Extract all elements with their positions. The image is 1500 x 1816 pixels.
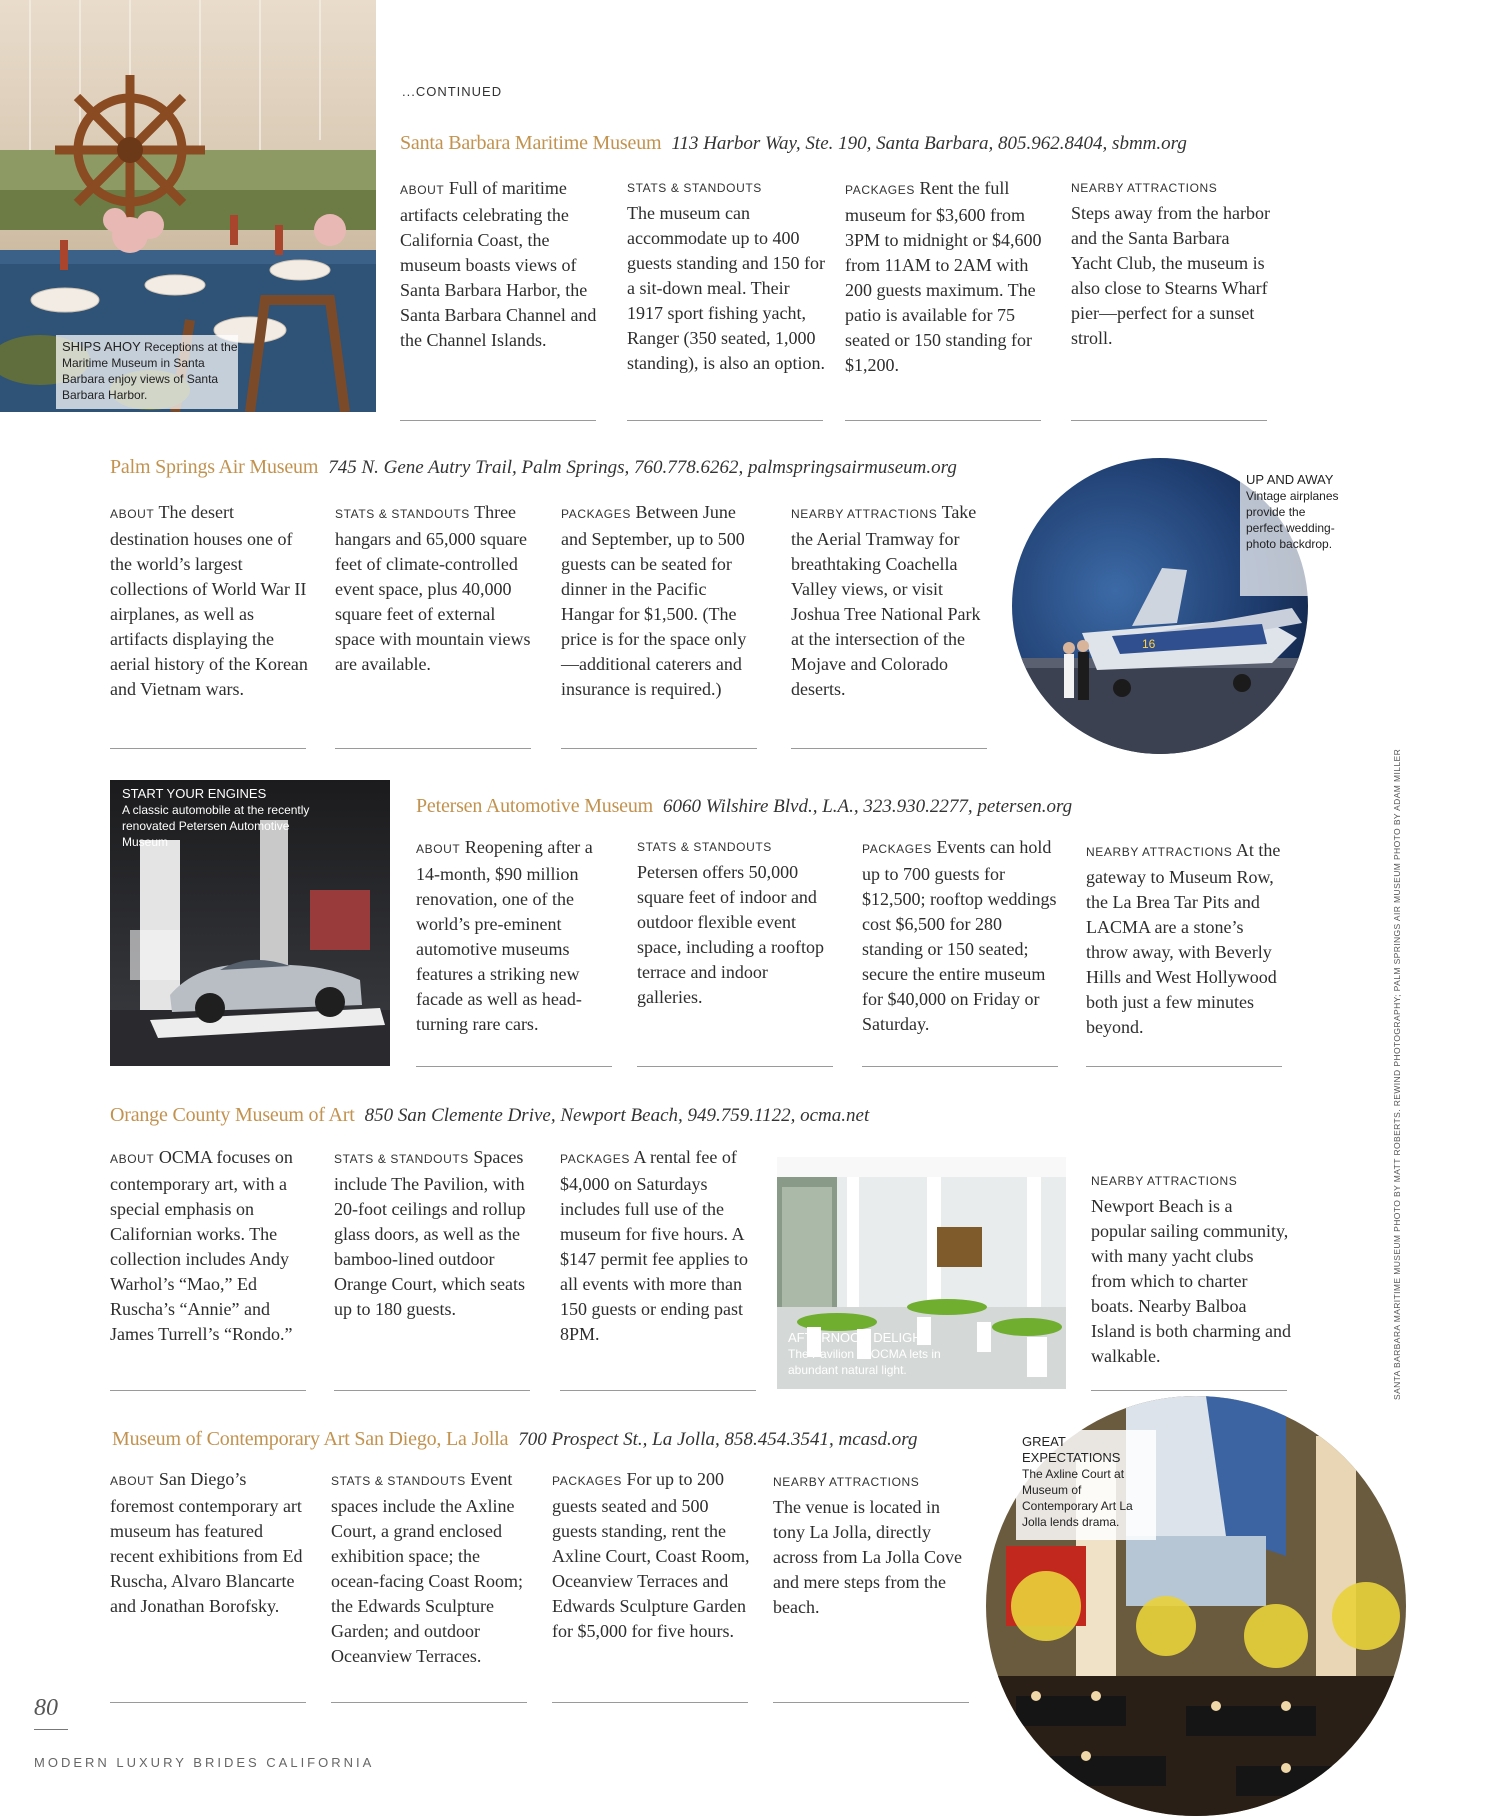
divider bbox=[552, 1702, 748, 1703]
about-label: ABOUT bbox=[400, 183, 445, 197]
museum-name: Santa Barbara Maritime Museum bbox=[400, 132, 662, 154]
nearby-column bbox=[1086, 838, 1286, 1040]
packages-column bbox=[552, 1467, 752, 1644]
about-column bbox=[400, 176, 600, 353]
museum-heading bbox=[110, 1104, 869, 1127]
packages-label: PACKAGES bbox=[862, 842, 932, 856]
caption-title: SHIPS AHOY bbox=[62, 339, 141, 354]
packages-text: Events can hold up to 700 guests for $12,500; rooftop weddings cost $6,500 for 280 standing or 150 seated; secure the entire museum for $40,000 on Friday or Saturday. bbox=[862, 837, 1057, 1034]
packages-column bbox=[560, 1145, 760, 1347]
stats-label: STATS & STANDOUTS bbox=[331, 1474, 466, 1488]
divider bbox=[110, 1702, 306, 1703]
about-text: The desert destination houses one of the world’s largest collections of World War II airplanes, as well as artifacts displaying the aerial history of the Korean and Vietnam wars. bbox=[110, 502, 308, 699]
museum-heading bbox=[112, 1428, 917, 1451]
divider bbox=[561, 748, 757, 749]
about-text: San Diego’s foremost contemporary art museum has featured recent exhibitions from Ed Ruscha, Alvaro Blancarte and Jonathan Borofsky. bbox=[110, 1469, 303, 1616]
about-text: Full of maritime artifacts celebrating the California Coast, the museum boasts views of Santa Barbara Harbor, the Santa Barbara Channel and the Channel Islands. bbox=[400, 178, 597, 350]
about-column bbox=[416, 835, 616, 1037]
caption-text: A classic automobile at the recently renovated Petersen Automotive Museum bbox=[122, 803, 310, 849]
museum-address: 700 Prospect St., La Jolla, 858.454.3541, mcasd.org bbox=[518, 1429, 918, 1450]
stats-column bbox=[637, 835, 837, 1010]
packages-label: PACKAGES bbox=[561, 507, 631, 521]
divider bbox=[791, 748, 987, 749]
museum-name: Museum of Contemporary Art San Diego, La Jolla bbox=[112, 1428, 509, 1450]
museum-name: Petersen Automotive Museum bbox=[416, 795, 653, 817]
museum-address: 745 N. Gene Autry Trail, Palm Springs, 760.778.6262, palmspringsairmuseum.org bbox=[328, 457, 957, 478]
caption-title: UP AND AWAY bbox=[1246, 472, 1334, 487]
stats-text: Three hangars and 65,000 square feet of climate-controlled event space, plus 40,000 square feet of external space with mountain views are available. bbox=[335, 502, 531, 674]
packages-label: PACKAGES bbox=[845, 183, 915, 197]
divider bbox=[637, 1066, 833, 1067]
nearby-text: Newport Beach is a popular sailing community, with many yacht clubs from which to charter boats. Nearby Balboa Island is both charming and walkable. bbox=[1091, 1196, 1291, 1366]
nearby-column bbox=[1091, 1169, 1291, 1369]
caption-title: AFTERNOON DELIGHT bbox=[788, 1330, 930, 1345]
caption-text: Vintage airplanes provide the perfect wedding-photo backdrop. bbox=[1246, 489, 1339, 551]
afternoon-delight-caption bbox=[788, 1330, 963, 1378]
divider bbox=[334, 1390, 530, 1391]
museum-heading bbox=[110, 456, 957, 479]
packages-text: A rental fee of $4,000 on Saturdays includes full use of the museum for five hours. A $147 permit fee applies to all events with more than 150 guests or ending past 8PM. bbox=[560, 1147, 748, 1344]
about-column bbox=[110, 1467, 310, 1619]
divider bbox=[627, 420, 823, 421]
stats-column bbox=[335, 500, 535, 677]
museum-heading bbox=[400, 132, 1187, 155]
packages-label: PACKAGES bbox=[552, 1474, 622, 1488]
museum-address: 850 San Clemente Drive, Newport Beach, 949.759.1122, ocma.net bbox=[364, 1105, 870, 1126]
caption-text: The Pavilion at OCMA lets in abundant natural light. bbox=[788, 1347, 941, 1377]
nearby-text: The venue is located in tony La Jolla, directly across from La Jolla Cove and mere steps from the beach. bbox=[773, 1497, 962, 1617]
museum-heading bbox=[416, 795, 1072, 818]
photo-credit-text: SANTA BARBARA MARITIME MUSEUM PHOTO BY MATT ROBERTS. REWIND PHOTOGRAPHY; PALM SPRINGS AIR MUSEUM PHOTO BY ADAM MILLER bbox=[1392, 748, 1402, 1400]
caption-title: START YOUR ENGINES bbox=[122, 786, 267, 801]
divider bbox=[1086, 1066, 1282, 1067]
caption-title: GREAT EXPECTATIONS bbox=[1022, 1434, 1121, 1465]
packages-text: Between June and September, up to 500 guests can be seated for dinner in the Pacific Hangar for $1,500. (The price is for the space only—additional caterers and insurance is required.) bbox=[561, 502, 747, 699]
folio-rule bbox=[34, 1729, 68, 1730]
divider bbox=[335, 748, 531, 749]
nearby-label: NEARBY ATTRACTIONS bbox=[773, 1475, 920, 1489]
stats-text: The museum can accommodate up to 400 guests standing and 150 for a sit-down meal. Their 1917 sport fishing yacht, Ranger (350 seated, 1,000 standing), is also an option. bbox=[627, 203, 825, 373]
stats-column bbox=[331, 1467, 531, 1669]
up-and-away-caption bbox=[1246, 472, 1342, 552]
ships-ahoy-caption bbox=[62, 339, 238, 403]
packages-column bbox=[862, 835, 1062, 1037]
divider bbox=[862, 1066, 1058, 1067]
museum-name: Orange County Museum of Art bbox=[110, 1104, 355, 1126]
about-text: OCMA focuses on contemporary art, with a special emphasis on Californian works. The collection includes Andy Warhol’s “Mao,” Ed Ruscha’s “Annie” and James Turrell’s “Rondo.” bbox=[110, 1147, 293, 1344]
great-expectations-caption bbox=[1022, 1434, 1156, 1530]
divider bbox=[773, 1702, 969, 1703]
stats-label: STATS & STANDOUTS bbox=[637, 840, 772, 854]
about-text: Reopening after a 14-month, $90 million renovation, one of the world’s pre-eminent automotive museums features a striking new facade as well as head-turning rare cars. bbox=[416, 837, 593, 1034]
nearby-label: NEARBY ATTRACTIONS bbox=[1071, 181, 1218, 195]
museum-address: 6060 Wilshire Blvd., L.A., 323.930.2277, petersen.org bbox=[663, 796, 1073, 817]
museum-name: Palm Springs Air Museum bbox=[110, 456, 319, 478]
nearby-text: Steps away from the harbor and the Santa Barbara Yacht Club, the museum is also close to Stearns Wharf pier—perfect for a sunset stroll. bbox=[1071, 203, 1270, 348]
about-column bbox=[110, 500, 310, 702]
nearby-label: NEARBY ATTRACTIONS bbox=[1086, 845, 1233, 859]
start-your-engines-caption bbox=[122, 786, 312, 850]
packages-column bbox=[845, 176, 1045, 378]
packages-column bbox=[561, 500, 761, 702]
divider bbox=[560, 1390, 756, 1391]
nearby-column bbox=[773, 1470, 973, 1620]
stats-column bbox=[334, 1145, 534, 1322]
divider bbox=[400, 420, 596, 421]
stats-label: STATS & STANDOUTS bbox=[335, 507, 470, 521]
packages-text: Rent the full museum for $3,600 from 3PM to midnight or $4,600 from 11AM to 2AM with 200 guests maximum. The patio is available for 75 seated or 150 standing for $1,200. bbox=[845, 178, 1042, 375]
nearby-text: Take the Aerial Tramway for breathtaking Coachella Valley views, or visit Joshua Tree National Park at the intersection of the Mojave and Colorado deserts. bbox=[791, 502, 981, 699]
nearby-label: NEARBY ATTRACTIONS bbox=[791, 507, 938, 521]
about-label: ABOUT bbox=[110, 1474, 155, 1488]
divider bbox=[1071, 420, 1267, 421]
about-label: ABOUT bbox=[110, 507, 155, 521]
divider bbox=[416, 1066, 612, 1067]
stats-label: STATS & STANDOUTS bbox=[334, 1152, 469, 1166]
packages-text: For up to 200 guests seated and 500 guests standing, rent the Axline Court, Coast Room, Oceanview Terraces and Edwards Sculpture Garden for $5,000 for five hours. bbox=[552, 1469, 750, 1641]
stats-text: Spaces include The Pavilion, with 20-foot ceilings and rollup glass doors, as well as the bamboo-lined outdoor Orange Court, which seats up to 180 guests. bbox=[334, 1147, 526, 1319]
caption-text: Receptions at the Maritime Museum in Santa Barbara enjoy views of Santa Barbara Harbor. bbox=[62, 340, 238, 402]
nearby-column bbox=[1071, 176, 1271, 351]
about-label: ABOUT bbox=[416, 842, 461, 856]
caption-text: The Axline Court at Museum of Contemporary Art La Jolla lends drama. bbox=[1022, 1467, 1133, 1529]
stats-column bbox=[627, 176, 827, 376]
divider bbox=[1091, 1390, 1287, 1391]
about-column bbox=[110, 1145, 308, 1347]
divider bbox=[331, 1702, 527, 1703]
nearby-text: At the gateway to Museum Row, the La Brea Tar Pits and LACMA are a stone’s throw away, with Beverly Hills and West Hollywood both just a few minutes beyond. bbox=[1086, 840, 1281, 1037]
continued-label: ...CONTINUED bbox=[402, 84, 503, 99]
divider bbox=[110, 1390, 306, 1391]
page-number: 80 bbox=[34, 1695, 58, 1721]
packages-label: PACKAGES bbox=[560, 1152, 630, 1166]
museum-address: 113 Harbor Way, Ste. 190, Santa Barbara, 805.962.8404, sbmm.org bbox=[671, 133, 1187, 154]
divider bbox=[845, 420, 1041, 421]
stats-text: Event spaces include the Axline Court, a grand enclosed exhibition space; the ocean-facing Coast Room; the Edwards Sculpture Garden; and outdoor Oceanview Terraces. bbox=[331, 1469, 523, 1666]
plane-number: 16 bbox=[1142, 637, 1156, 651]
magazine-name: MODERN LUXURY BRIDES CALIFORNIA bbox=[34, 1755, 375, 1770]
nearby-column bbox=[791, 500, 991, 702]
stats-text: Petersen offers 50,000 square feet of indoor and outdoor flexible event space, including a rooftop terrace and indoor galleries. bbox=[637, 862, 824, 1007]
stats-label: STATS & STANDOUTS bbox=[627, 181, 762, 195]
about-label: ABOUT bbox=[110, 1152, 155, 1166]
divider bbox=[110, 748, 306, 749]
nearby-label: NEARBY ATTRACTIONS bbox=[1091, 1174, 1238, 1188]
